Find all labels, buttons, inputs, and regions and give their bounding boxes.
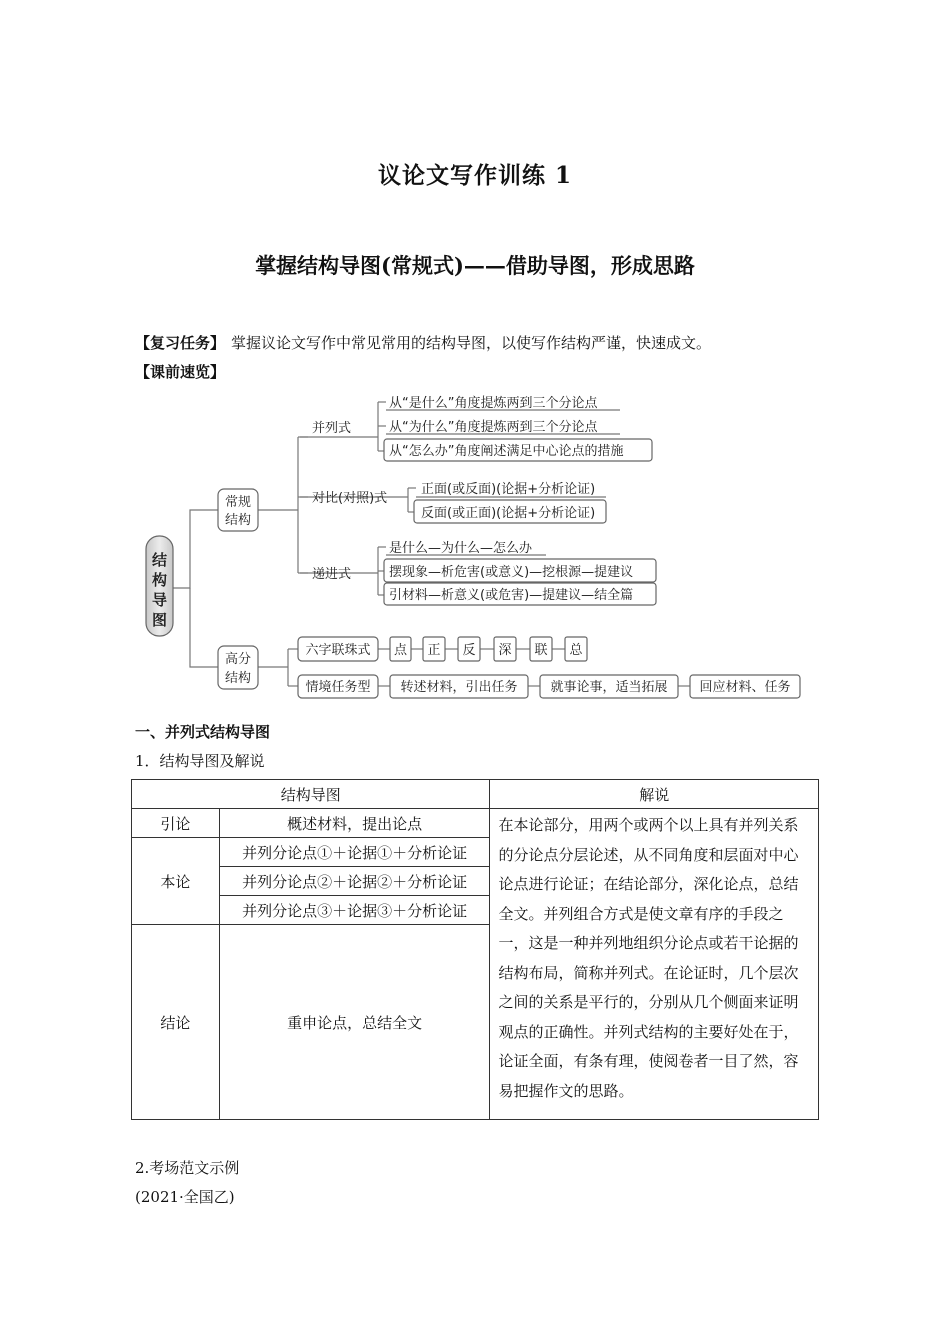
contrast-item: 反面(或正面)(论据+分析论证)	[421, 506, 596, 521]
sub-parallel: 并列式	[312, 421, 352, 436]
sub-task: 情境任务型	[305, 680, 371, 695]
branch1-name-1: 常规	[224, 495, 252, 510]
task-step: 回应材料、任务	[699, 680, 791, 695]
progressive-item: 是什么—为什么—怎么办	[389, 541, 533, 556]
section2-heading: 2.考场范文示例	[135, 1159, 240, 1177]
review-task-text: 掌握议论文写作中常见常用的结构导图，以使写作结构严谨，快速成文。	[231, 334, 712, 352]
progressive-item: 引材料—析意义(或危害)—提建议—结全篇	[389, 588, 634, 603]
page-title: 议论文写作训练 1	[377, 162, 572, 189]
body-label: 本论	[132, 838, 220, 925]
progressive-item: 摆现象—析危害(或意义)—挖根源—提建议	[389, 565, 634, 580]
task-step: 就事论事，适当拓展	[550, 680, 668, 695]
preview-label	[135, 361, 225, 382]
chain-char: 正	[427, 643, 441, 658]
body-row: 并列分论点①＋论据①＋分析论证	[219, 838, 490, 867]
review-task	[135, 332, 711, 353]
explanation-text: 在本论部分，用两个或两个以上具有并列关系的分论点分层论述，从不同角度和层面对中心论点进行论证；在结论部分，深化论点，总结全文。并列组合方式是使文章有序的手段之一，这是一种并列地组织分论点或若干论据的结构布局，简称并列式。在论证时，几个层次之间的关系是平行的，分别从几个侧面来证明观点的正确性。并列式结构的主要好处在于，论证全面，有条有理，使阅卷者一目了然，容易把握作文的思路。	[490, 809, 819, 1120]
table-row	[132, 780, 819, 809]
table-header-right: 解说	[490, 780, 819, 809]
body-row: 并列分论点③＋论据③＋分析论证	[219, 896, 490, 925]
branch2-name-2: 结构	[224, 671, 252, 686]
page-subtitle: 掌握结构导图(常规式)——借助导图，形成思路	[255, 253, 695, 278]
intro-label: 引论	[132, 809, 220, 838]
chain-char: 联	[534, 643, 548, 658]
parallel-item: 从“怎么办”角度阐述满足中心论点的措施	[389, 444, 624, 459]
contrast-item: 正面(或反面)(论据+分析论证)	[421, 482, 596, 497]
root-char-3: 导	[151, 591, 168, 609]
branch2-name-1: 高分	[224, 652, 252, 667]
branch1-name-2: 结构	[224, 513, 252, 528]
structure-mindmap	[0, 380, 950, 710]
task-step: 转述材料，引出任务	[400, 680, 518, 695]
table-header-left: 结构导图	[132, 780, 490, 809]
root-char-1: 结	[151, 551, 168, 569]
root-char-2: 构	[151, 571, 168, 589]
section2-source: (2021·全国乙)	[135, 1188, 235, 1206]
section1-subheading: 1．结构导图及解说	[135, 752, 265, 770]
concl-label: 结论	[132, 925, 220, 1120]
concl-content: 重申论点，总结全文	[219, 925, 490, 1120]
intro-content: 概述材料，提出论点	[219, 809, 490, 838]
preview-label-text: 【课前速览】	[135, 363, 226, 381]
chain-char: 总	[569, 643, 583, 658]
chain-char: 点	[393, 643, 408, 658]
parallel-item: 从“是什么”角度提炼两到三个分论点	[389, 396, 598, 411]
section1-heading: 一、并列式结构导图	[135, 723, 271, 741]
table-row	[132, 809, 819, 838]
root-char-4: 图	[151, 611, 168, 629]
sub-progressive: 递进式	[312, 567, 352, 582]
chain-char: 深	[498, 643, 512, 658]
chain-char: 反	[462, 643, 476, 658]
structure-table	[131, 779, 819, 1120]
body-row: 并列分论点②＋论据②＋分析论证	[219, 867, 490, 896]
review-task-label: 【复习任务】	[135, 334, 226, 352]
sub-contrast: 对比(对照)式	[312, 491, 388, 506]
parallel-item: 从“为什么”角度提炼两到三个分论点	[389, 420, 598, 435]
sub-six-char: 六字联珠式	[305, 643, 371, 658]
